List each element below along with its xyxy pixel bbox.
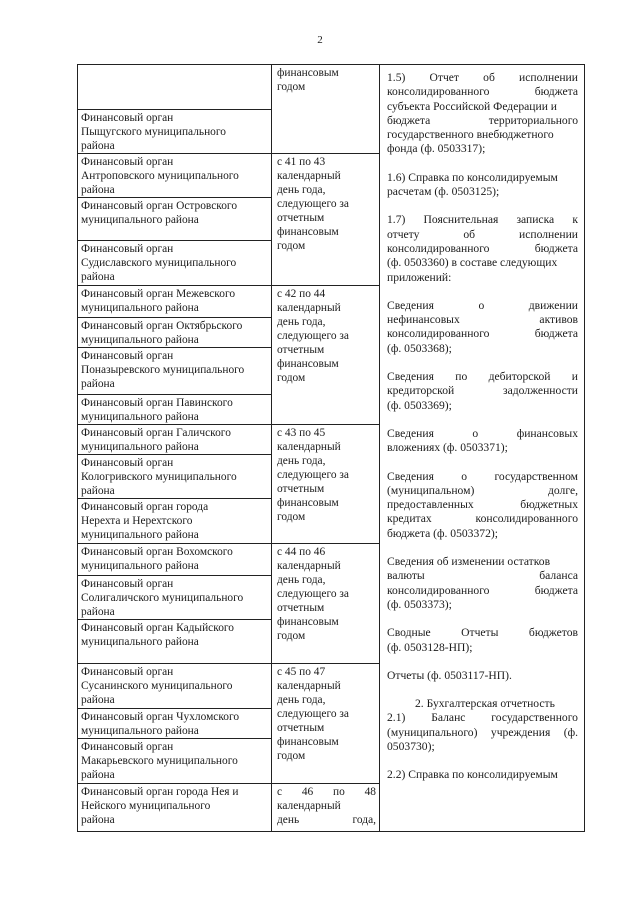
- text-line: фонда (ф. 0503317);: [387, 142, 486, 156]
- word: (муниципального): [387, 725, 478, 739]
- word: по: [455, 370, 468, 384]
- word: по: [333, 786, 345, 798]
- word: исполнении: [519, 71, 578, 84]
- cell-text-line: годом: [277, 81, 306, 93]
- word: день: [277, 814, 300, 826]
- word: консолидированного: [387, 241, 490, 255]
- word: (муниципальном): [387, 483, 475, 497]
- cell-text-line: Солигаличского муниципального: [81, 592, 244, 604]
- word: года,: [352, 814, 376, 826]
- report-item: [387, 171, 578, 200]
- text-line: Отчеты (ф. 0503117-НП).: [387, 668, 512, 682]
- cell-text-line: муниципального района: [81, 441, 199, 453]
- text-line: вложениях (ф. 0503371);: [387, 441, 508, 455]
- justified-line: [277, 799, 376, 813]
- text-line: расчетам (ф. 0503125);: [387, 185, 500, 199]
- word: бюджетов: [528, 626, 578, 640]
- cell-text-line: Финансовый орган: [81, 350, 174, 362]
- cell-text-line: отчетным: [277, 483, 325, 495]
- word: предоставленных: [387, 498, 474, 512]
- organ-cell: [78, 110, 272, 154]
- word: о: [472, 426, 479, 440]
- word: кредиторской: [387, 384, 455, 398]
- cell-text-line: отчетным: [277, 602, 325, 614]
- word: дебиторской: [488, 370, 551, 384]
- cell-text-line: Судиславского муниципального: [81, 257, 237, 269]
- word: к: [572, 213, 578, 227]
- text-line: (ф. 0503368);: [387, 341, 452, 355]
- justified-line: [387, 427, 578, 441]
- cell-text-line: Финансовый орган города Нея и: [81, 786, 239, 798]
- cell-text-line: финансовым: [277, 736, 339, 748]
- word: и: [571, 370, 578, 384]
- word: календарный: [277, 800, 341, 812]
- word: отчету: [387, 227, 420, 241]
- cell-text-line: Финансовый орган: [81, 156, 174, 168]
- cell-text-line: годом: [277, 750, 306, 762]
- word: консолидированного: [387, 583, 490, 597]
- organ-cell: [78, 620, 272, 664]
- word: консолидированного: [475, 512, 578, 526]
- report-item: [387, 427, 578, 456]
- cell-text-line: следующего за: [277, 330, 349, 342]
- organ-cell: [78, 739, 272, 784]
- organ-cell: [78, 286, 272, 318]
- justified-line: [387, 484, 578, 498]
- cell-text-line: с 43 по 45: [277, 427, 326, 439]
- word: Сведения: [387, 298, 434, 312]
- justified-line: [387, 470, 578, 484]
- justified-line: [387, 71, 578, 85]
- word: бюджета: [534, 583, 578, 597]
- cell-text-line: следующего за: [277, 588, 349, 600]
- cell-text-line: годом: [277, 511, 306, 523]
- report-item: [387, 470, 578, 541]
- word: с: [277, 786, 283, 798]
- cell-text-line: района: [81, 694, 115, 706]
- cell-text-line: Нерехта и Нерехтского: [81, 515, 193, 527]
- organ-cell: [78, 576, 272, 620]
- word: нефинансовых: [387, 313, 460, 327]
- cell-text-line: района: [81, 378, 115, 390]
- deadline-cell: [272, 65, 380, 154]
- word: финансовых: [516, 426, 578, 440]
- cell-text-line: с 41 по 43: [277, 156, 326, 168]
- word: Пояснительная: [423, 213, 499, 227]
- cell-text-line: муниципального района: [81, 411, 199, 423]
- cell-text-line: Финансовый орган: [81, 112, 174, 124]
- deadline-cell: [272, 784, 380, 832]
- deadline-cell: [272, 286, 380, 425]
- report-item: [387, 71, 578, 157]
- cell-text-line: финансовым: [277, 497, 339, 509]
- cell-text-line: отчетным: [277, 722, 325, 734]
- report-item: [387, 697, 578, 754]
- word: активов: [539, 313, 578, 327]
- organ-cell: [78, 544, 272, 576]
- cell-text-line: следующего за: [277, 198, 349, 210]
- justified-line: [387, 384, 578, 398]
- organ-cell: [78, 455, 272, 499]
- cell-text-line: Макарьевского муниципального: [81, 755, 238, 767]
- report-item: [387, 669, 578, 683]
- word: долге,: [548, 483, 578, 497]
- justified-line: [387, 114, 578, 128]
- justified-line: [387, 569, 578, 583]
- cell-text-line: Кологривского муниципального: [81, 471, 237, 483]
- deadline-cell: [272, 664, 380, 784]
- word: Баланс: [431, 711, 466, 725]
- justified-line: [387, 584, 578, 598]
- cell-text-line: района: [81, 184, 115, 196]
- cell-text-line: с 44 по 46: [277, 546, 326, 558]
- word: Сведения: [387, 469, 434, 483]
- organ-cell: [78, 709, 272, 739]
- word: об: [463, 227, 476, 241]
- justified-line: [277, 813, 376, 827]
- word: 46: [301, 786, 314, 798]
- report-item: [387, 299, 578, 356]
- word: валюты: [387, 569, 425, 583]
- text-line: приложений:: [387, 270, 452, 284]
- cell-text-line: района: [81, 271, 115, 283]
- text-line: (ф. 0503369);: [387, 398, 452, 412]
- cell-text-line: с 45 по 47: [277, 666, 326, 678]
- cell-text-line: района: [81, 769, 115, 781]
- cell-text-line: день года,: [277, 694, 326, 706]
- cell-text-line: календарный: [277, 441, 341, 453]
- cell-text-line: с 42 по 44: [277, 288, 326, 300]
- cell-text-line: Финансовый орган Павинского: [81, 397, 233, 409]
- justified-line: [387, 711, 578, 725]
- cell-text-line: района: [81, 606, 115, 618]
- word: бюджетных: [520, 498, 578, 512]
- word: бюджета: [387, 113, 431, 127]
- justified-line: [387, 512, 578, 526]
- word: консолидированного: [387, 327, 490, 341]
- cell-text-line: финансовым: [277, 358, 339, 370]
- justified-line: [387, 299, 578, 313]
- justified-line: [277, 785, 376, 799]
- cell-text-line: Финансовый орган Островского: [81, 200, 238, 212]
- word: бюджета: [534, 85, 578, 99]
- word: исполнении: [519, 227, 578, 241]
- section-heading: 2. Бухгалтерская отчетность: [415, 697, 555, 711]
- cell-text-line: Финансовый орган Октябрьского: [81, 320, 243, 332]
- word: 1.5): [387, 71, 406, 84]
- organ-cell: [78, 318, 272, 348]
- cell-text-line: календарный: [277, 170, 341, 182]
- word: государственного: [491, 711, 578, 725]
- cell-text-line: Нейского муниципального: [81, 800, 211, 812]
- organ-cell: [78, 395, 272, 425]
- cell-text-line: Антроповского муниципального: [81, 170, 239, 182]
- cell-text-line: района: [81, 814, 115, 826]
- cell-text-line: Финансовый орган Кадыйского: [81, 622, 234, 634]
- justified-line: [387, 228, 578, 242]
- justified-line: [387, 242, 578, 256]
- cell-text-line: финансовым: [277, 226, 339, 238]
- cell-text-line: муниципального района: [81, 334, 199, 346]
- page-number: 2: [317, 34, 323, 46]
- cell-text-line: Пыщугского муниципального: [81, 126, 226, 138]
- cell-text-line: следующего за: [277, 708, 349, 720]
- organ-cell: [78, 425, 272, 455]
- organ-cell: [78, 664, 272, 709]
- justified-line: [387, 313, 578, 327]
- word: бюджета: [534, 241, 578, 255]
- cell-text-line: Сусанинского муниципального: [81, 680, 233, 692]
- report-item: [387, 555, 578, 612]
- text-line: 1.6) Справка по консолидируемым: [387, 170, 558, 184]
- word: консолидированного: [387, 85, 490, 99]
- report-schedule-table: [77, 64, 585, 832]
- table-row: [78, 65, 585, 110]
- justified-line: [387, 213, 578, 227]
- organ-cell: [78, 241, 272, 286]
- cell-text-line: Финансовый орган Галичского: [81, 427, 231, 439]
- justified-line: [387, 498, 578, 512]
- cell-text-line: муниципального района: [81, 725, 199, 737]
- cell-text-line: Поназыревского муниципального: [81, 364, 245, 376]
- justified-line: [387, 327, 578, 341]
- word: о: [478, 298, 485, 312]
- word: Сводные: [387, 626, 431, 640]
- cell-text-line: день года,: [277, 184, 326, 196]
- word: 2.1): [387, 711, 406, 725]
- deadline-cell: [272, 425, 380, 544]
- deadline-cell: [272, 544, 380, 664]
- cell-text-line: финансовым: [277, 67, 339, 79]
- word: Сведения: [387, 426, 434, 440]
- report-item: [387, 370, 578, 413]
- cell-text-line: муниципального района: [81, 636, 199, 648]
- word: Отчет: [429, 71, 459, 84]
- word: кредитах: [387, 512, 432, 526]
- word: (ф.: [563, 725, 578, 739]
- cell-text-line: Финансовый орган города: [81, 501, 209, 513]
- cell-text-line: финансовым: [277, 616, 339, 628]
- deadline-cell: [272, 154, 380, 286]
- cell-text-line: Финансовый орган: [81, 457, 174, 469]
- report-item: [387, 626, 578, 655]
- cell-text-line: следующего за: [277, 469, 349, 481]
- text-line: государственного внебюджетного: [387, 128, 554, 142]
- text-line: (ф. 0503128-НП);: [387, 640, 473, 654]
- cell-text-line: календарный: [277, 560, 341, 572]
- cell-text-line: Финансовый орган Чухломского: [81, 711, 240, 723]
- organ-cell: [78, 348, 272, 395]
- word: государственном: [494, 469, 578, 483]
- organ-cell: [78, 154, 272, 198]
- cell-text-line: Финансовый орган Межевского: [81, 288, 236, 300]
- cell-text-line: отчетным: [277, 344, 325, 356]
- report-item: [387, 768, 578, 782]
- cell-text-line: муниципального района: [81, 214, 199, 226]
- word: 1.7): [387, 213, 406, 227]
- word: 48: [364, 786, 376, 798]
- cell-text-line: календарный: [277, 680, 341, 692]
- organ-cell: [78, 784, 272, 832]
- word: территориального: [488, 113, 578, 127]
- cell-text-line: района: [81, 485, 115, 497]
- organ-cell: [78, 198, 272, 241]
- cell-text-line: день года,: [277, 455, 326, 467]
- report-item: [387, 213, 578, 284]
- word: задолженности: [503, 384, 578, 398]
- cell-text-line: Финансовый орган Вохомского: [81, 546, 233, 558]
- text-line: бюджета (ф. 0503372);: [387, 526, 498, 540]
- text-line: (ф. 0503360) в составе следующих: [387, 256, 558, 270]
- cell-text-line: муниципального района: [81, 302, 199, 314]
- word: движении: [528, 298, 578, 312]
- word: бюджета: [534, 327, 578, 341]
- text-line: (ф. 0503373);: [387, 597, 452, 611]
- text-line: субъекта Российской Федерации и: [387, 99, 558, 113]
- cell-text-line: Финансовый орган: [81, 243, 174, 255]
- cell-text-line: календарный: [277, 302, 341, 314]
- word: записка: [516, 213, 555, 227]
- text-line: 0503730);: [387, 739, 435, 753]
- cell-text-line: Финансовый орган: [81, 578, 174, 590]
- cell-text-line: день года,: [277, 316, 326, 328]
- word: Сведения об изменении остатков: [387, 555, 551, 569]
- cell-text-line: годом: [277, 372, 306, 384]
- organ-cell: [78, 65, 272, 110]
- organ-cell: [78, 499, 272, 544]
- word: баланса: [539, 569, 578, 583]
- cell-text-line: отчетным: [277, 212, 325, 224]
- word: о: [461, 469, 468, 483]
- justified-line: [387, 85, 578, 99]
- cell-text-line: день года,: [277, 574, 326, 586]
- justified-line: [387, 626, 578, 640]
- cell-text-line: годом: [277, 630, 306, 642]
- word: об: [483, 71, 495, 84]
- cell-text-line: района: [81, 140, 115, 152]
- text-line: 2.2) Справка по консолидируемым: [387, 768, 558, 782]
- word: Отчеты: [461, 626, 499, 640]
- cell-text-line: муниципального района: [81, 529, 199, 541]
- cell-text-line: годом: [277, 240, 306, 252]
- word: Сведения: [387, 370, 434, 384]
- report-forms-cell: [380, 65, 585, 832]
- justified-line: [387, 726, 578, 740]
- justified-line: [387, 370, 578, 384]
- cell-text-line: Финансовый орган: [81, 741, 174, 753]
- word: учреждения: [490, 725, 551, 739]
- cell-text-line: муниципального района: [81, 560, 199, 572]
- justified-line: [387, 555, 578, 569]
- cell-text-line: Финансовый орган: [81, 666, 174, 678]
